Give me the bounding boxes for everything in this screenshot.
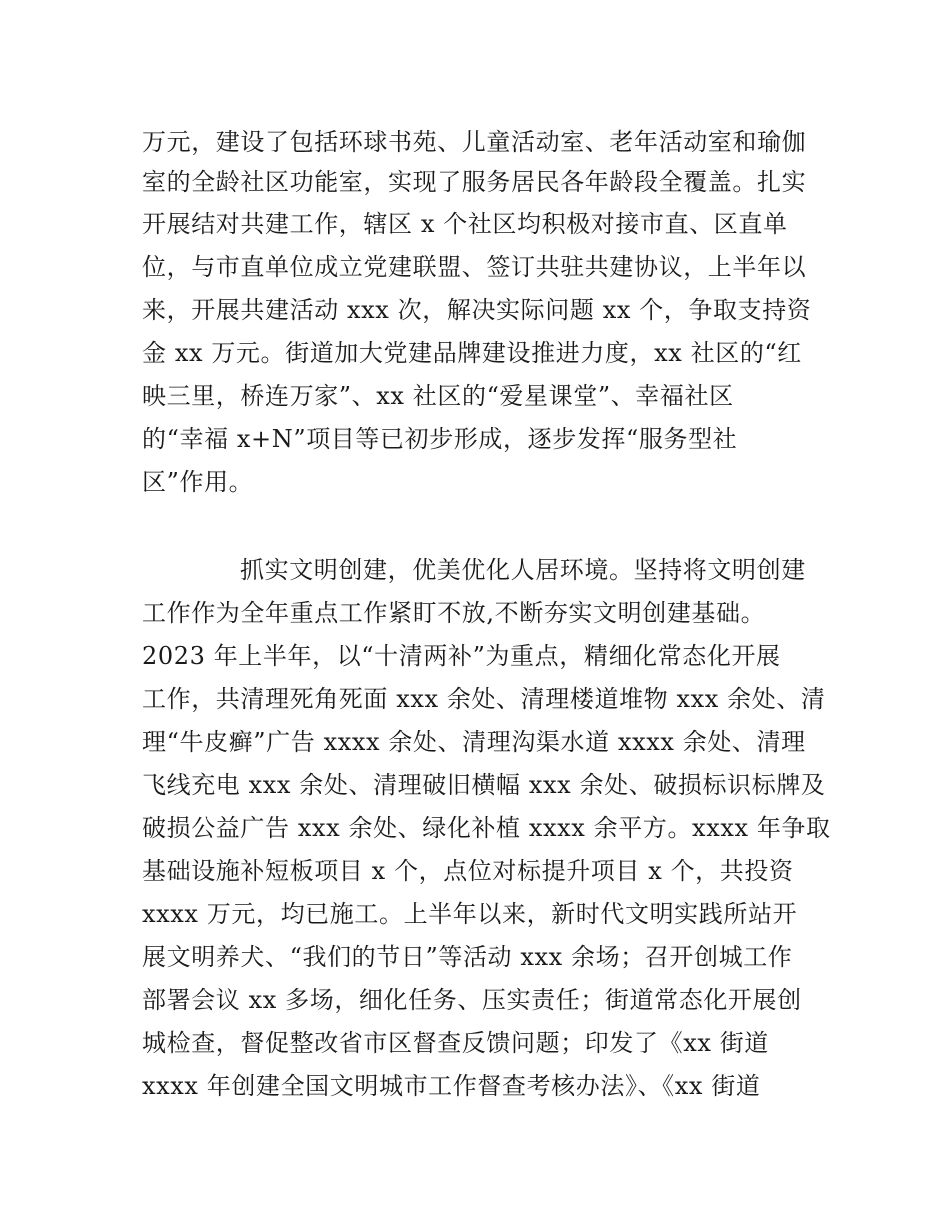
- text-line: 飞线充电 xxx 余处、清理破旧横幅 xxx 余处、破损标识标牌及: [142, 771, 826, 799]
- text-line: 2023 年上半年，以“十清两补”为重点，精细化常态化开展: [142, 642, 781, 670]
- text-line: 开展结对共建工作，辖区 x 个社区均积极对接市直、区直单: [142, 210, 788, 238]
- text-line: 破损公益广告 xxx 余处、绿化补植 xxxx 余平方。xxxx 年争取: [142, 814, 831, 842]
- text-line: 城检查，督促整改省市区督查反馈问题；印发了《xx 街道: [142, 1029, 769, 1057]
- text-line: 基础设施补短板项目 x 个，点位对标提升项目 x 个，共投资: [142, 857, 794, 885]
- text-line: xxxx 年创建全国文明城市工作督查考核办法》、《xx 街道: [142, 1072, 761, 1100]
- text-line: 金 xx 万元。街道加大党建品牌建设推进力度，xx 社区的“红: [142, 339, 802, 367]
- text-line: 工作作为全年重点工作紧盯不放,不断夯实文明创建基础。: [142, 599, 766, 627]
- text-line: 理“牛皮癣”广告 xxxx 余处、清理沟渠水道 xxxx 余处、清理: [142, 728, 806, 756]
- text-line: xxxx 万元，均已施工。上半年以来，新时代文明实践所站开: [142, 900, 798, 928]
- text-line: 的“幸福 x+N”项目等已初步形成，逐步发挥“服务型社: [142, 425, 738, 453]
- text-line: 工作，共清理死角死面 xxx 余处、清理楼道堆物 xxx 余处、清: [142, 685, 826, 713]
- text-line: 室的全龄社区功能室，实现了服务居民各年龄段全覆盖。扎实: [142, 168, 807, 196]
- text-line: 部署会议 xx 多场，细化任务、压实责任；街道常态化开展创: [142, 986, 802, 1014]
- text-line: 万元，建设了包括环球书苑、儿童活动室、老年活动室和瑜伽: [142, 128, 807, 156]
- text-line: 映三里，桥连万家”、xx 社区的“爱星课堂”、幸福社区: [142, 382, 734, 410]
- text-line: 区”作用。: [142, 468, 254, 496]
- text-line: 位，与市直单位成立党建联盟、签订共驻共建协议，上半年以: [142, 253, 807, 281]
- paragraph-heading-line: 抓实文明创建，优美优化人居环境。坚持将文明创建: [240, 556, 806, 584]
- text-line: 展文明养犬、“我们的节日”等活动 xxx 余场；召开创城工作: [142, 943, 793, 971]
- text-line: 来，开展共建活动 xxx 次，解决实际问题 xx 个，争取支持资: [142, 296, 812, 324]
